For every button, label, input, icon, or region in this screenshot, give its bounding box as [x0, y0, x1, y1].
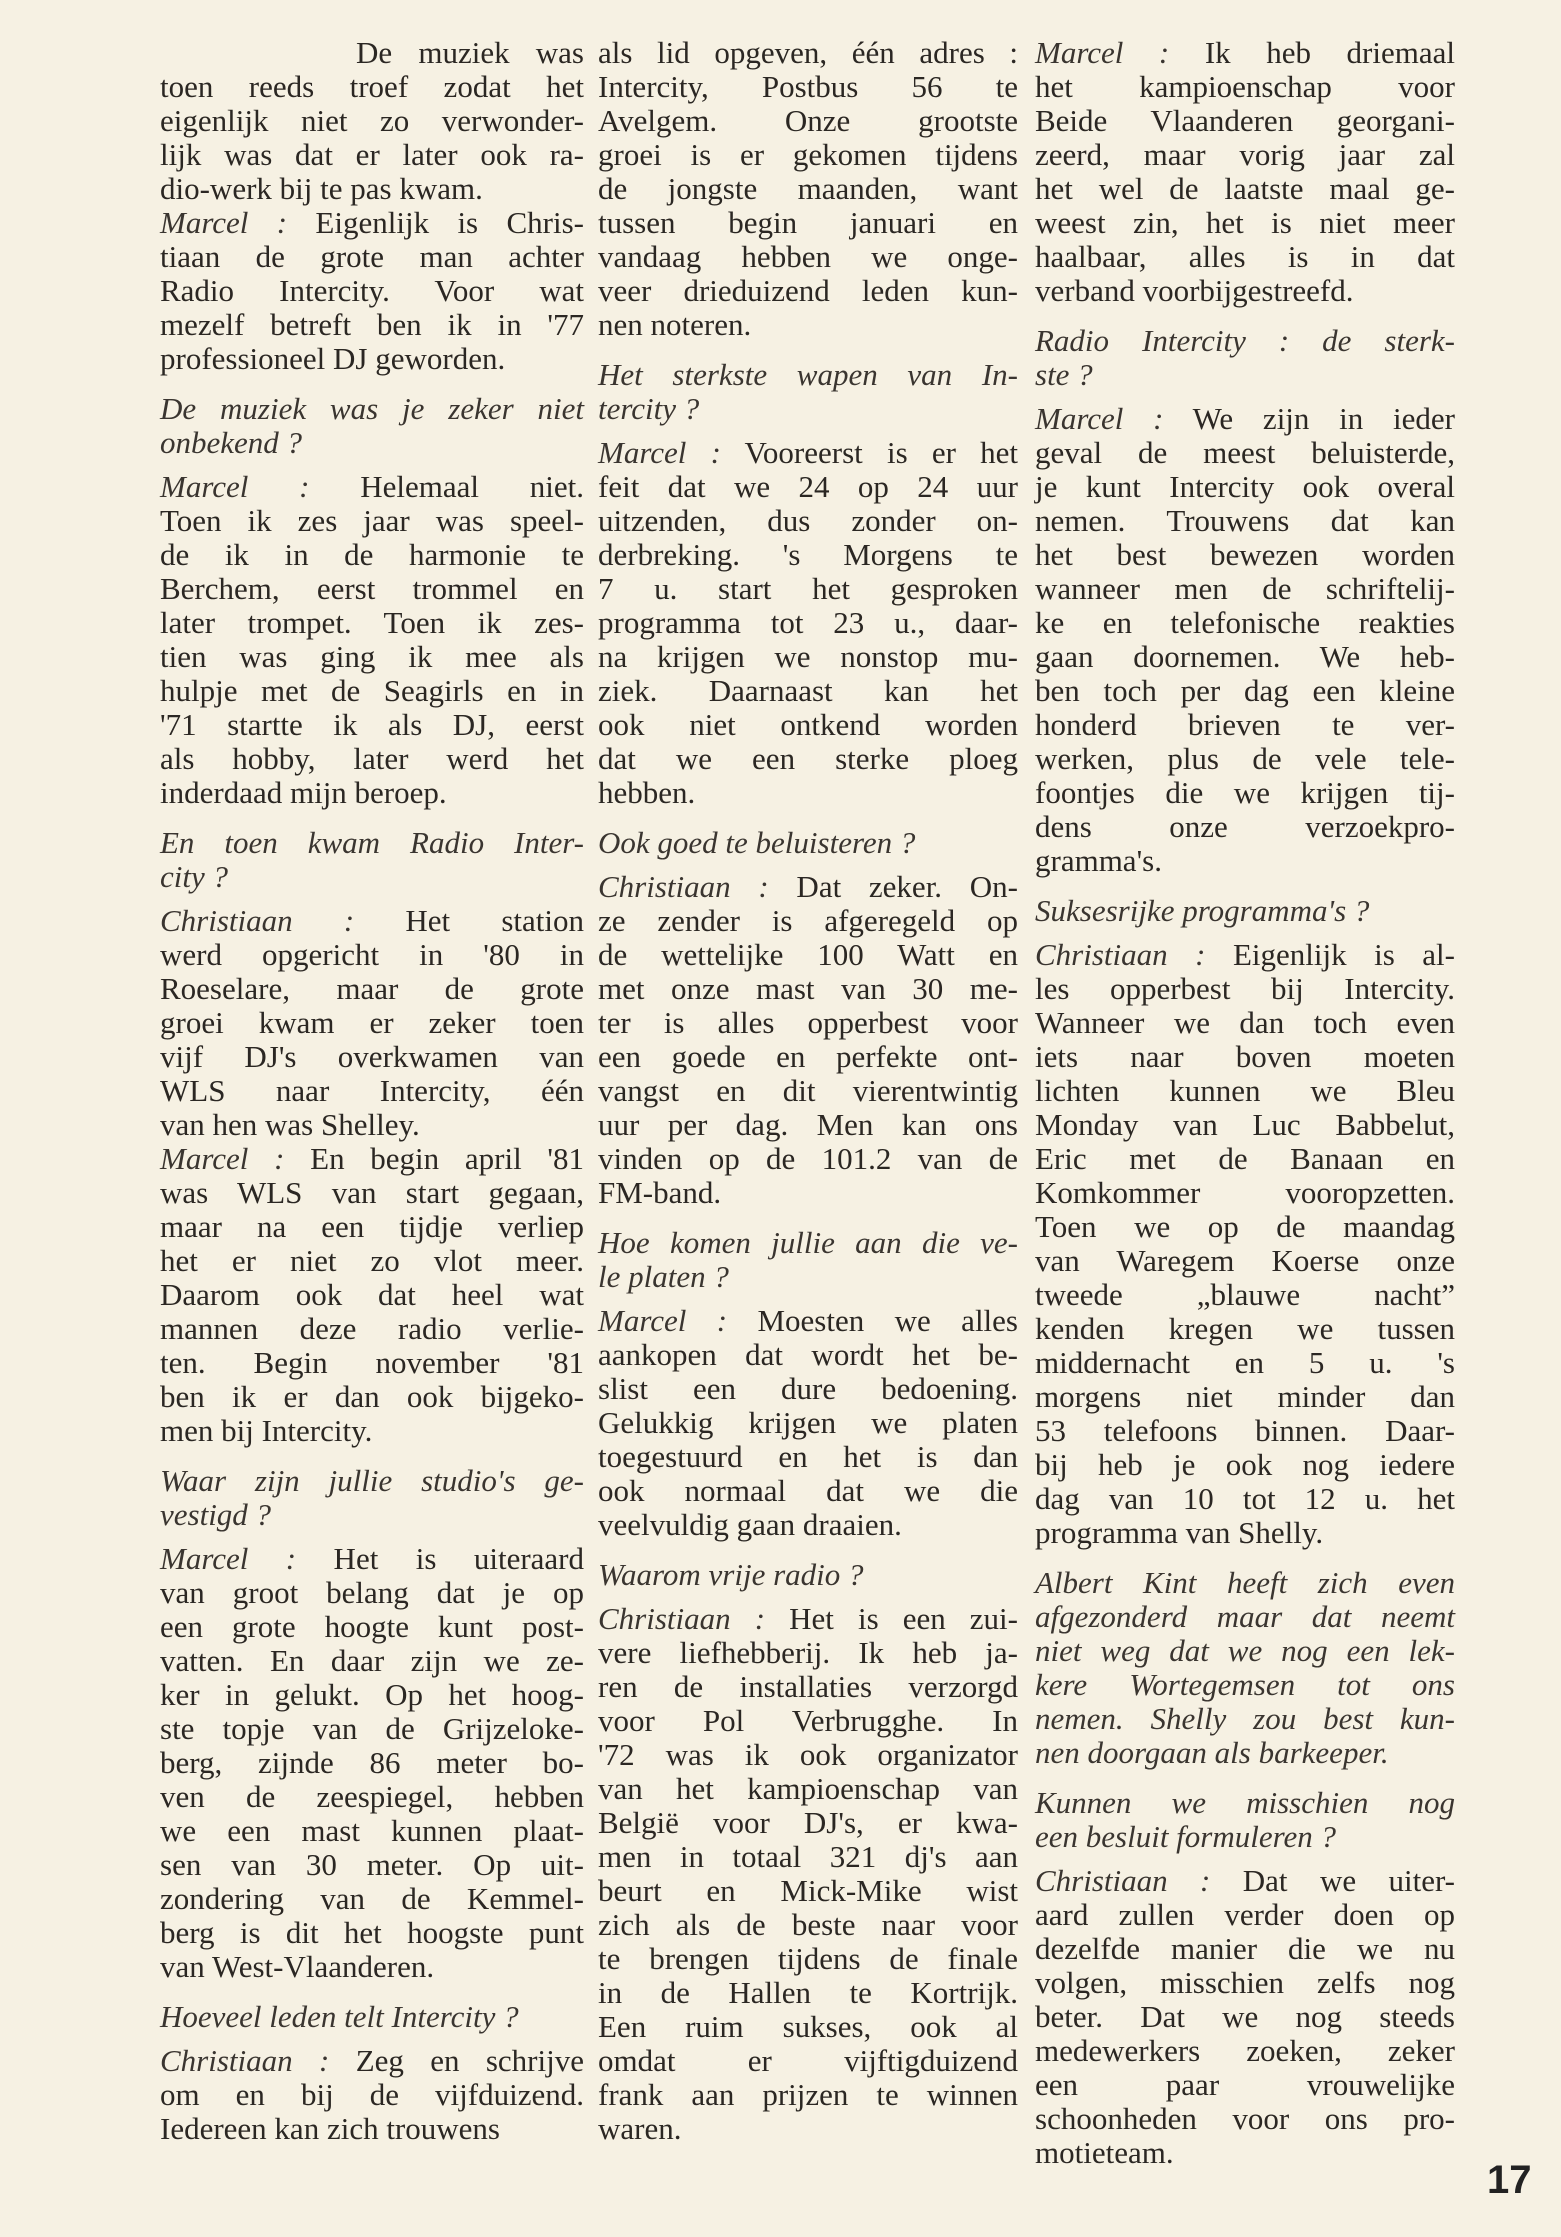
text-line: Christiaan : Dat zeker. On- [598, 869, 1018, 904]
text-line: ke en telefonische reakties [1035, 605, 1455, 640]
text-line: Toen we op de maandag [1035, 1209, 1455, 1244]
text-line: een besluit formuleren ? [1035, 1819, 1337, 1854]
text-line: ze zender is afgeregeld op [598, 903, 1018, 938]
text-line: eigenlijk niet zo verwonder- [160, 103, 584, 138]
interview-question [598, 1558, 1018, 1592]
text-line: na krijgen we nonstop mu- [598, 639, 1018, 674]
text-line: nemen. Trouwens dat kan [1035, 503, 1455, 538]
text-line: ten. Begin november '81 [160, 1345, 584, 1380]
text-line: vatten. En daar zijn we ze- [160, 1643, 584, 1678]
text-line: Toen ik zes jaar was speel- [160, 503, 584, 538]
interview-question [1035, 1786, 1455, 1854]
text-line: Suksesrijke programma's ? [1035, 893, 1370, 928]
interview-answer [598, 436, 1018, 810]
text-line: middernacht en 5 u. 's [1035, 1345, 1455, 1380]
speaker-label: Christiaan : [598, 1601, 766, 1636]
text-line: Eric met de Banaan en [1035, 1141, 1455, 1176]
text-line: programma tot 23 u., daar- [598, 605, 1018, 640]
text-line: Marcel : Ik heb driemaal [1035, 35, 1455, 70]
speaker-label: Christiaan : [1035, 1863, 1211, 1898]
text-line: Christiaan : Zeg en schrijve [160, 2043, 584, 2078]
text-line: medewerkers zoeken, zeker [1035, 2033, 1455, 2068]
interview-question [598, 358, 1018, 426]
interview-question [160, 392, 584, 460]
text-line: was WLS van start gegaan, [160, 1175, 584, 1210]
text-line: je kunt Intercity ook overal [1035, 469, 1455, 504]
text-line: Marcel : We zijn in ieder [1035, 401, 1455, 436]
interview-question [598, 1226, 1018, 1294]
text-line: dezelfde manier die we nu [1035, 1931, 1455, 1966]
text-line: hulpje met de Seagirls en in [160, 673, 584, 708]
text-line: omdat er vijftigduizend [598, 2043, 1018, 2078]
text-line: de ik in de harmonie te [160, 537, 584, 572]
text-line: vandaag hebben we onge- [598, 239, 1018, 274]
text-line: ter is alles opperbest voor [598, 1005, 1018, 1040]
text-line: als lid opgeven, één adres : [598, 35, 1018, 70]
text-line: En toen kwam Radio Inter- [160, 825, 584, 860]
text-line: Het sterkste wapen van In- [598, 357, 1018, 392]
speaker-label: Christiaan : [160, 903, 355, 938]
text-line: tercity ? [598, 391, 700, 426]
text-line: '71 startte ik als DJ, eerst [160, 707, 584, 742]
speaker-label: Marcel : [160, 1541, 297, 1576]
text-line: nen noteren. [598, 307, 752, 342]
interview-answer [160, 36, 584, 206]
speaker-label: Marcel : [598, 1303, 728, 1338]
text-line: FM-band. [598, 1175, 722, 1210]
text-line: Iedereen kan zich trouwens [160, 2111, 500, 2146]
speaker-label: Marcel : [160, 1141, 285, 1176]
text-line: Christiaan : Het station [160, 903, 584, 938]
text-line: Roeselare, maar de grote [160, 971, 584, 1006]
text-line: Christiaan : Het is een zui- [598, 1601, 1018, 1636]
text-line: Gelukkig krijgen we platen [598, 1405, 1018, 1440]
text-line: '72 was ik ook organizator [598, 1737, 1018, 1772]
interview-answer [598, 36, 1018, 342]
text-line: de wettelijke 100 Watt en [598, 937, 1018, 972]
text-line: Radio Intercity. Voor wat [160, 273, 584, 308]
text-line: Kunnen we misschien nog [1035, 1785, 1455, 1820]
speaker-label: Marcel : [1035, 401, 1164, 436]
interview-answer [160, 1142, 584, 1448]
text-line: volgen, misschien zelfs nog [1035, 1965, 1455, 2000]
text-line: veer drieduizend leden kun- [598, 273, 1018, 308]
interview-answer [160, 2044, 584, 2146]
text-line: weest zin, het is niet meer [1035, 205, 1455, 240]
interview-answer [1035, 938, 1455, 1550]
text-line: ste ? [1035, 357, 1093, 392]
text-line: geval de meest beluisterde, [1035, 435, 1455, 470]
text-line: Waar zijn jullie studio's ge- [160, 1463, 584, 1498]
text-line: Albert Kint heeft zich even [1035, 1565, 1455, 1600]
text-line: kenden kregen we tussen [1035, 1311, 1455, 1346]
text-line: Marcel : En begin april '81 [160, 1141, 584, 1176]
text-line: Beide Vlaanderen georgani- [1035, 103, 1455, 138]
text-line: Avelgem. Onze grootste [598, 103, 1018, 138]
text-line: vere liefhebberij. Ik heb ja- [598, 1635, 1018, 1670]
interview-answer [160, 1542, 584, 1984]
text-line: de jongste maanden, want [598, 171, 1018, 206]
text-line: 7 u. start het gesproken [598, 571, 1018, 606]
text-line: ste topje van de Grijzeloke- [160, 1711, 584, 1746]
speaker-label: Marcel : [1035, 35, 1170, 70]
text-line: programma van Shelly. [1035, 1515, 1324, 1550]
text-line: zeerd, maar vorig jaar zal [1035, 137, 1455, 172]
text-line: Ook goed te beluisteren ? [598, 825, 916, 860]
text-line: uitzenden, dus zonder on- [598, 503, 1018, 538]
text-line: aankopen dat wordt het be- [598, 1337, 1018, 1372]
text-line: we een mast kunnen plaat- [160, 1813, 584, 1848]
speaker-label: Marcel : [160, 205, 288, 240]
text-line: maar na een tijdje verliep [160, 1209, 584, 1244]
interview-question [1035, 324, 1455, 392]
text-line: toegestuurd en het is dan [598, 1439, 1018, 1474]
text-line: bij heb je ook nog iedere [1035, 1447, 1455, 1482]
text-line: voor Pol Verbrugghe. In [598, 1703, 1018, 1738]
text-line: professioneel DJ geworden. [160, 341, 506, 376]
text-line: ker in gelukt. Op het hoog- [160, 1677, 584, 1712]
text-line: mannen deze radio verlie- [160, 1311, 584, 1346]
speaker-label: Marcel : [598, 435, 721, 470]
interview-answer [160, 470, 584, 810]
text-line: aard zullen verder doen op [1035, 1897, 1455, 1932]
interview-answer [160, 904, 584, 1142]
text-line: beter. Dat we nog steeds [1035, 1999, 1455, 2034]
text-line: mezelf betreft ben ik in '77 [160, 307, 584, 342]
text-line: een goede en perfekte ont- [598, 1039, 1018, 1074]
interview-question [160, 2000, 584, 2034]
text-line: groei is er gekomen tijdens [598, 137, 1018, 172]
page-number: 17 [1487, 2158, 1532, 2202]
text-line: men in totaal 321 dj's aan [598, 1839, 1018, 1874]
text-line: het best bewezen worden [1035, 537, 1455, 572]
text-line: niet weg dat we nog een lek- [1035, 1633, 1455, 1668]
text-line: nemen. Shelly zou best kun- [1035, 1701, 1455, 1736]
text-line: vangst en dit vierentwintig [598, 1073, 1018, 1108]
speaker-label: Christiaan : [598, 869, 769, 904]
text-column-2 [598, 36, 1018, 2146]
text-line: sen van 30 meter. Op uit- [160, 1847, 584, 1882]
text-line: slist een dure bedoening. [598, 1371, 1018, 1406]
text-line: kere Wortegemsen tot ons [1035, 1667, 1455, 1702]
text-line: Wanneer we dan toch even [1035, 1005, 1455, 1040]
text-line: om en bij de vijfduizend. [160, 2077, 584, 2112]
text-line: lichten kunnen we Bleu [1035, 1073, 1455, 1108]
text-line: van het kampioenschap van [598, 1771, 1018, 1806]
text-line: feit dat we 24 op 24 uur [598, 469, 1018, 504]
text-line: ren de installaties verzorgd [598, 1669, 1018, 1704]
text-line: Waarom vrije radio ? [598, 1557, 864, 1592]
text-line: berg is dit het hoogste punt [160, 1915, 584, 1950]
text-line: dio-werk bij te pas kwam. [160, 171, 483, 206]
text-line: onbekend ? [160, 425, 303, 460]
interview-answer [160, 206, 584, 376]
text-line: ben ik er dan ook bijgeko- [160, 1379, 584, 1414]
interview-answer [598, 870, 1018, 1210]
text-line: De muziek was [356, 35, 584, 70]
text-line: ven de zeespiegel, hebben [160, 1779, 584, 1814]
text-column-3 [1035, 36, 1455, 2170]
text-line: van hen was Shelley. [160, 1107, 420, 1142]
text-line: iets naar boven moeten [1035, 1039, 1455, 1074]
text-line: haalbaar, alles is in dat [1035, 239, 1455, 274]
text-line: motieteam. [1035, 2135, 1174, 2170]
text-line: ook normaal dat we die [598, 1473, 1018, 1508]
text-line: vestigd ? [160, 1497, 272, 1532]
text-line: Een ruim sukses, ook al [598, 2009, 1018, 2044]
interview-question [160, 826, 584, 894]
text-line: uur per dag. Men kan ons [598, 1107, 1018, 1142]
speaker-label: Christiaan : [160, 2043, 330, 2078]
text-line: later trompet. Toen ik zes- [160, 605, 584, 640]
text-line: te brengen tijdens de finale [598, 1941, 1018, 1976]
text-line: Marcel : Vooreerst is er het [598, 435, 1018, 470]
text-line: berg, zijnde 86 meter bo- [160, 1745, 584, 1780]
text-line: nen doorgaan als barkeeper. [1035, 1735, 1389, 1770]
text-line: Intercity, Postbus 56 te [598, 69, 1018, 104]
text-line: het kampioenschap voor [1035, 69, 1455, 104]
interview-question [598, 826, 1018, 860]
text-line: Komkommer vooropzetten. [1035, 1175, 1455, 1210]
text-line: van groot belang dat je op [160, 1575, 584, 1610]
text-line: Marcel : Het is uiteraard [160, 1541, 584, 1576]
text-line: van Waregem Koerse onze [1035, 1243, 1455, 1278]
text-line: Christiaan : Dat we uiter- [1035, 1863, 1455, 1898]
text-line: men bij Intercity. [160, 1413, 373, 1448]
text-line: vinden op de 101.2 van de [598, 1141, 1018, 1176]
text-line: hebben. [598, 775, 696, 810]
text-line: schoonheden voor ons pro- [1035, 2101, 1455, 2136]
text-line: een grote hoogte kunt post- [160, 1609, 584, 1644]
text-line: les opperbest bij Intercity. [1035, 971, 1455, 1006]
text-line: met onze mast van 30 me- [598, 971, 1018, 1006]
text-line: zich als de beste naar voor [598, 1907, 1018, 1942]
text-line: beurt en Mick-Mike wist [598, 1873, 1018, 1908]
text-line: Marcel : Helemaal niet. [160, 469, 584, 504]
text-line: Marcel : Moesten we alles [598, 1303, 1018, 1338]
text-line: België voor DJ's, er kwa- [598, 1805, 1018, 1840]
text-line: waren. [598, 2111, 682, 2146]
text-line: De muziek was je zeker niet [160, 391, 584, 426]
text-line: Hoe komen jullie aan die ve- [598, 1225, 1018, 1260]
text-line: zondering van de Kemmel- [160, 1881, 584, 1916]
text-line: wanneer men de schriftelij- [1035, 571, 1455, 606]
interview-answer [1035, 36, 1455, 308]
text-line: ook niet ontkend worden [598, 707, 1018, 742]
text-line: ziek. Daarnaast kan het [598, 673, 1018, 708]
text-line: werd opgericht in '80 in [160, 937, 584, 972]
text-line: dens onze verzoekpro- [1035, 809, 1455, 844]
speaker-label: Marcel : [160, 469, 310, 504]
text-line: van West-Vlaanderen. [160, 1949, 435, 1984]
text-line: tien was ging ik mee als [160, 639, 584, 674]
text-line: dag van 10 tot 12 u. het [1035, 1481, 1455, 1516]
text-line: foontjes die we krijgen tij- [1035, 775, 1455, 810]
text-line: Marcel : Eigenlijk is Chris- [160, 205, 584, 240]
text-line: een paar vrouwelijke [1035, 2067, 1455, 2102]
text-line: werken, plus de vele tele- [1035, 741, 1455, 776]
interview-answer [1035, 402, 1455, 878]
interview-answer [598, 1602, 1018, 2146]
text-line: inderdaad mijn beroep. [160, 775, 447, 810]
text-line: gaan doornemen. We heb- [1035, 639, 1455, 674]
text-line: vijf DJ's overkwamen van [160, 1039, 584, 1074]
text-line: verband voorbijgestreefd. [1035, 273, 1354, 308]
text-line: Berchem, eerst trommel en [160, 571, 584, 606]
text-line: Monday van Luc Babbelut, [1035, 1107, 1455, 1142]
text-line: WLS naar Intercity, één [160, 1073, 584, 1108]
text-line: het er niet zo vlot meer. [160, 1243, 584, 1278]
text-line: Hoeveel leden telt Intercity ? [160, 1999, 519, 2034]
interview-question [1035, 894, 1455, 928]
text-line: honderd brieven te ver- [1035, 707, 1455, 742]
text-line: het wel de laatste maal ge- [1035, 171, 1455, 206]
text-line: afgezonderd maar dat neemt [1035, 1599, 1455, 1634]
text-line: tiaan de grote man achter [160, 239, 584, 274]
interview-answer [1035, 1864, 1455, 2170]
text-line: veelvuldig gaan draaien. [598, 1507, 902, 1542]
text-line: tussen begin januari en [598, 205, 1018, 240]
text-line: gramma's. [1035, 843, 1162, 878]
text-line: groei kwam er zeker toen [160, 1005, 584, 1040]
text-line: frank aan prijzen te winnen [598, 2077, 1018, 2112]
text-line: tweede „blauwe nacht” [1035, 1277, 1455, 1312]
interview-question [1035, 1566, 1455, 1770]
speaker-label: Christiaan : [1035, 937, 1206, 972]
interview-answer [598, 1304, 1018, 1542]
text-line: city ? [160, 859, 228, 894]
text-line: dat we een sterke ploeg [598, 741, 1018, 776]
interview-question [160, 1464, 584, 1532]
text-line: in de Hallen te Kortrijk. [598, 1975, 1018, 2010]
text-line: lijk was dat er later ook ra- [160, 137, 584, 172]
text-line: Christiaan : Eigenlijk is al- [1035, 937, 1455, 972]
text-line: als hobby, later werd het [160, 741, 584, 776]
text-line: derbreking. 's Morgens te [598, 537, 1018, 572]
text-line: toen reeds troef zodat het [160, 69, 584, 104]
text-line: ben toch per dag een kleine [1035, 673, 1455, 708]
text-line: morgens niet minder dan [1035, 1379, 1455, 1414]
text-line: le platen ? [598, 1259, 729, 1294]
text-line: Radio Intercity : de sterk- [1035, 323, 1455, 358]
text-column-1 [160, 36, 584, 2146]
text-line: 53 telefoons binnen. Daar- [1035, 1413, 1455, 1448]
text-line: Daarom ook dat heel wat [160, 1277, 584, 1312]
